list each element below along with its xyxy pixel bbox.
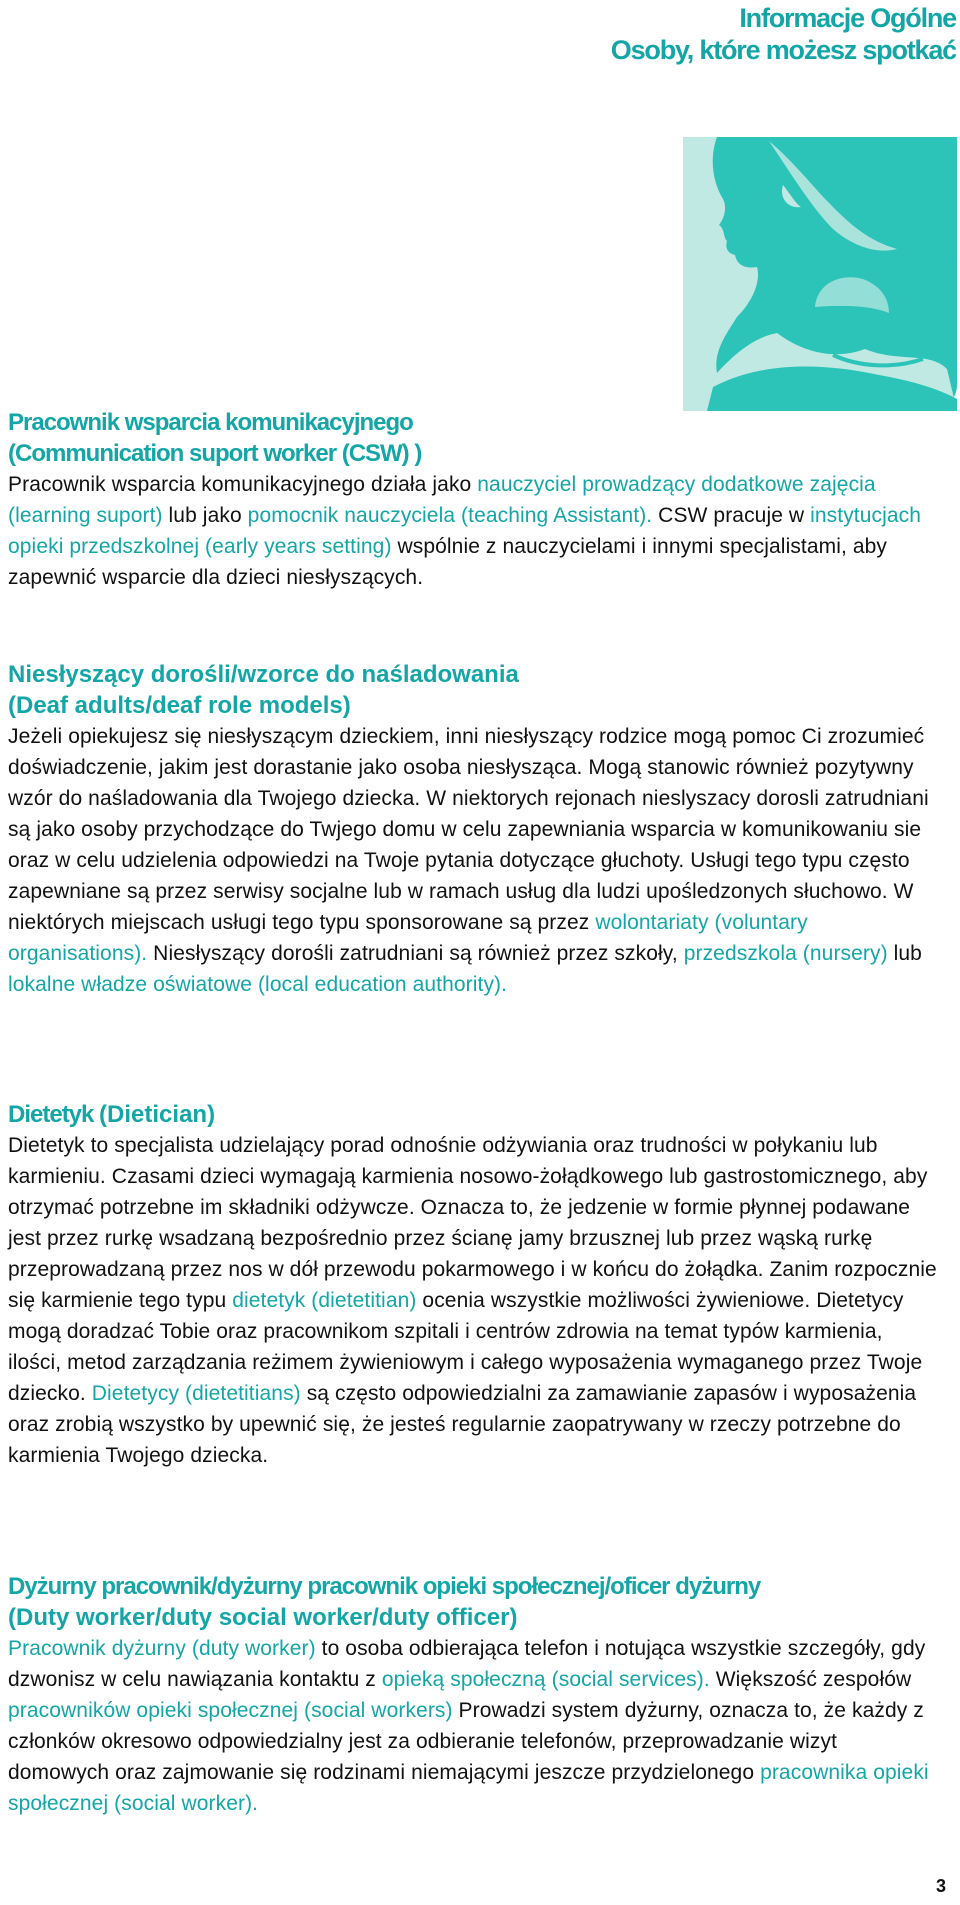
body-text: Pracownik wsparcia komunikacyjnego działa jako	[8, 473, 478, 496]
body-text: lub	[887, 942, 922, 965]
section-title	[8, 659, 938, 721]
term-voluntary-organisations: wolontariaty (voluntary organisations).	[8, 911, 808, 965]
term-nursery: przedszkola (nursery)	[683, 942, 888, 965]
term-local-education-authority: lokalne władze oświatowe (local education authority).	[8, 973, 508, 996]
term-social-services: opieką społeczną (social services).	[381, 1668, 710, 1691]
title-line-2: (Duty worker/duty social worker/duty officer)	[8, 1604, 518, 1631]
section-title	[8, 1571, 938, 1633]
body-text: wspólnie z nauczycielami i innymi specjalistami, aby zapewnić wsparcie dla dzieci niesłyszących.	[8, 535, 888, 589]
page-number: 3	[935, 1876, 946, 1896]
section-body	[8, 469, 938, 593]
section-title	[8, 1099, 938, 1130]
page-header	[611, 2, 956, 66]
body-text: ocenia wszystkie możliwości żywieniowe. Dietetycy mogą doradzać Tobie oraz pracownikom szpitali i centrów zdrowia na temat typów karmienia, ilości, metod zarządzania reżimem żywieniowym i całego wyposażenia wymaganego przez Twoje dziecko.	[8, 1289, 923, 1405]
term-dietician: dietetyk (dietetitian)	[232, 1289, 417, 1312]
term-early-years-setting: instytucjach opieki przedszkolnej (early years setting)	[8, 504, 922, 558]
title-part-2: (Dietician)	[99, 1101, 216, 1128]
title-line-2: (Deaf adults/deaf role models)	[8, 692, 351, 719]
mother-and-baby-logo-icon	[683, 137, 957, 411]
title-line-1: Dyżurny pracownik/dyżurny pracownik opieki społecznej/oficer dyżurny	[8, 1573, 761, 1600]
term-social-worker: pracownika opieki społecznej (social worker).	[8, 1761, 929, 1815]
title-part-1: Dietetyk	[8, 1101, 100, 1128]
body-text: Prowadzi system dyżurny, oznacza to, że każdy z członków okresowo odpowiedzialny jest za odbieranie telefonów, przeprowadzanie wizyt domowych oraz zajmowanie się rodzinami niemającymi jeszcze przydzielonego	[8, 1699, 924, 1784]
section-body	[8, 1633, 938, 1819]
body-text: są często odpowiedzialni za zamawianie zapasów i wyposażenia oraz zrobią wszystko by upewnić się, że jesteś regularnie zaopatrywany w rzeczy potrzebne do karmienia Twojego dziecka.	[8, 1382, 917, 1467]
section-body	[8, 1130, 938, 1471]
header-line-1: Informacje Ogólne	[739, 3, 956, 33]
body-text: lub jako	[162, 504, 248, 527]
title-line-2: (Communication suport worker (CSW) )	[8, 440, 422, 467]
body-text: Jeżeli opiekujesz się niesłyszącym dzieckiem, inni niesłyszący rodzice mogą pomoc Ci zrozumieć doświadczenie, jakim jest dorastanie jako osoba niesłysząca. Mogą stanowic również pozytywny wzór do naśladowania dla Twojego dziecka. W niektorych rejonach nieslyszacy dorosli zatrudniani są jako osoby przychodzące do Twjego domu w celu zapewniania wsparcia w komunikowaniu sie oraz w celu udzielenia odpowiedzi na Twoje pytania dotyczące głuchoty. Usługi tego typu często zapewniane są przez serwisy socjalne lub w ramach usług dla ludzi upośledzonych słuchowo. W niektórych miejscach usługi tego typu sponsorowane są przez	[8, 725, 929, 934]
term-social-workers: pracowników opieki społecznej (social workers)	[8, 1699, 453, 1722]
body-text: Większość zespołów	[709, 1668, 912, 1691]
body-text: CSW pracuje w	[652, 504, 811, 527]
title-line-1: Niesłyszący dorośli/wzorce do naśladowania	[8, 661, 519, 688]
term-learning-support: nauczyciel prowadzący dodatkowe zajęcia (learning suport)	[8, 473, 876, 527]
section-body	[8, 721, 938, 1000]
section-duty-worker	[8, 1571, 938, 1819]
term-duty-worker: Pracownik dyżurny (duty worker)	[8, 1637, 316, 1660]
section-communication-support-worker	[8, 407, 938, 593]
term-dieticians: Dietetycy (dietetitians)	[91, 1382, 301, 1405]
section-dietician	[8, 1099, 938, 1471]
section-title	[8, 407, 938, 469]
body-text: to osoba odbierająca telefon i notująca wszystkie szczegóły, gdy dzwonisz w celu nawiązania kontaktu z	[8, 1637, 926, 1691]
body-text: Dietetyk to specjalista udzielający porad odnośnie odżywiania oraz trudności w połykaniu lub karmieniu. Czasami dzieci wymagają karmienia nosowo-żołądkowego lub gastrostomicznego, aby otrzymać potrzebne im składniki odżywcze. Oznacza to, że jedzenie w formie płynnej podawane jest przez rurkę wsadzaną bezpośrednio przez ścianę jamy brzusznej lub przez wąską rurkę przeprowadzaną przez nos w dół przewodu pokarmowego i w końcu do żołądka. Zanim rozpocznie się karmienie tego typu	[8, 1134, 937, 1312]
body-text: Niesłyszący dorośli zatrudniani są również przez szkoły,	[147, 942, 684, 965]
header-line-2: Osoby, które możesz spotkać	[610, 35, 956, 65]
title-line-1: Pracownik wsparcia komunikacyjnego	[8, 409, 413, 436]
term-teaching-assistant: pomocnik nauczyciela (teaching Assistant).	[247, 504, 653, 527]
section-deaf-adults	[8, 659, 938, 1000]
